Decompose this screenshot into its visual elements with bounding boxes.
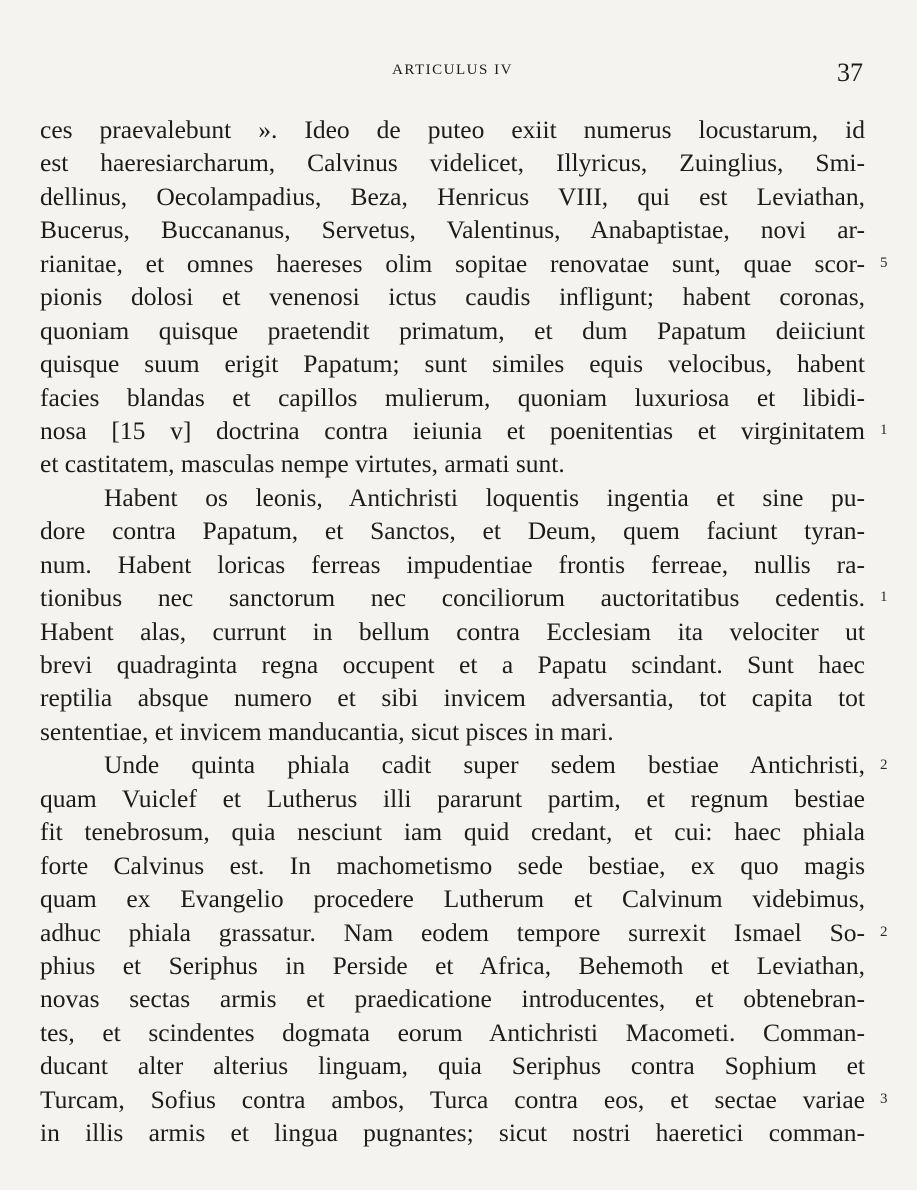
text-line: ces praevalebunt ». Ideo de puteo exiit numerus locustarum, id bbox=[40, 115, 865, 144]
text-line: Bucerus, Buccananus, Servetus, Valentinus, Anabaptistae, novi ar- bbox=[40, 215, 865, 245]
margin-line-number: 1 bbox=[880, 422, 888, 439]
text-line: Habent alas, currunt in bellum contra Ecclesiam ita velociter ut bbox=[40, 616, 865, 646]
margin-line-number: 2 bbox=[880, 923, 888, 940]
margin-line-number: 5 bbox=[880, 254, 888, 271]
text-line: reptilia absque numero et sibi invicem adversantia, tot capita tot bbox=[40, 683, 865, 713]
text-line: quoniam quisque praetendit primatum, et dum Papatum deiiciunt bbox=[40, 315, 865, 345]
text-line: phius et Seriphus in Perside et Africa, Behemoth et Leviathan, bbox=[40, 950, 865, 980]
text-line: dore contra Papatum, et Sanctos, et Deum, quem faciunt tyran- bbox=[40, 516, 865, 546]
text-line: est haeresiarcharum, Calvinus videlicet, Illyricus, Zuinglius, Smi- bbox=[40, 148, 865, 178]
page-number: 37 bbox=[837, 58, 863, 87]
text-line: nosa [15 v] doctrina contra ieiunia et poenitentias et virginitatem bbox=[40, 415, 865, 445]
text-line: dellinus, Oecolampadius, Beza, Henricus VIII, qui est Leviathan, bbox=[40, 181, 865, 211]
text-line: facies blandas et capillos mulierum, quoniam luxuriosa et libidi- bbox=[40, 382, 865, 412]
page-header bbox=[40, 56, 865, 96]
text-line: adhuc phiala grassatur. Nam eodem tempore surrexit Ismael So- bbox=[40, 917, 865, 947]
margin-line-number: 2 bbox=[880, 756, 888, 773]
text-line: rianitae, et omnes haereses olim sopitae renovatae sunt, quae scor- bbox=[40, 248, 865, 278]
margin-line-number: 3 bbox=[880, 1091, 888, 1108]
text-line: brevi quadraginta regna occupent et a Papatu scindant. Sunt haec bbox=[40, 650, 865, 679]
body-text bbox=[40, 113, 865, 1150]
text-line: pionis dolosi et venenosi ictus caudis infligunt; habent coronas, bbox=[40, 282, 865, 312]
text-line: in illis armis et lingua pugnantes; sicut nostri haeretici comman- bbox=[40, 1118, 865, 1148]
running-title: ARTICULUS IV bbox=[392, 62, 513, 78]
text-line: Habent os leonis, Antichristi loquentis ingentia et sine pu- bbox=[104, 482, 865, 512]
text-line: novas sectas armis et praedicatione introducentes, et obtenebran- bbox=[40, 984, 865, 1014]
text-line: quam Vuiclef et Lutherus illi pararunt partim, et regnum bestiae bbox=[40, 783, 865, 813]
margin-line-number: 1 bbox=[880, 589, 888, 606]
text-line: quisque suum erigit Papatum; sunt similes equis velocibus, habent bbox=[40, 349, 865, 379]
text-line: Turcam, Sofius contra ambos, Turca contra eos, et sectae variae bbox=[40, 1084, 865, 1114]
text-line: et castitatem, masculas nempe virtutes, armati sunt. bbox=[40, 449, 565, 479]
text-line: ducant alter alterius linguam, quia Seriphus contra Sophium et bbox=[40, 1051, 865, 1081]
text-line: Unde quinta phiala cadit super sedem bestiae Antichristi, bbox=[104, 750, 865, 780]
text-line: quam ex Evangelio procedere Lutherum et Calvinum videbimus, bbox=[40, 884, 865, 914]
text-line: forte Calvinus est. In machometismo sede bestiae, ex quo magis bbox=[40, 850, 865, 880]
text-line: tionibus nec sanctorum nec conciliorum auctoritatibus cedentis. bbox=[40, 583, 865, 613]
text-line: num. Habent loricas ferreas impudentiae frontis ferreae, nullis ra- bbox=[40, 549, 865, 579]
text-line: tes, et scindentes dogmata eorum Antichristi Macometi. Comman- bbox=[40, 1017, 865, 1047]
text-line: fit tenebrosum, quia nesciunt iam quid credant, et cui: haec phiala bbox=[40, 817, 865, 847]
text-line: sententiae, et invicem manducantia, sicut pisces in mari. bbox=[40, 716, 614, 746]
